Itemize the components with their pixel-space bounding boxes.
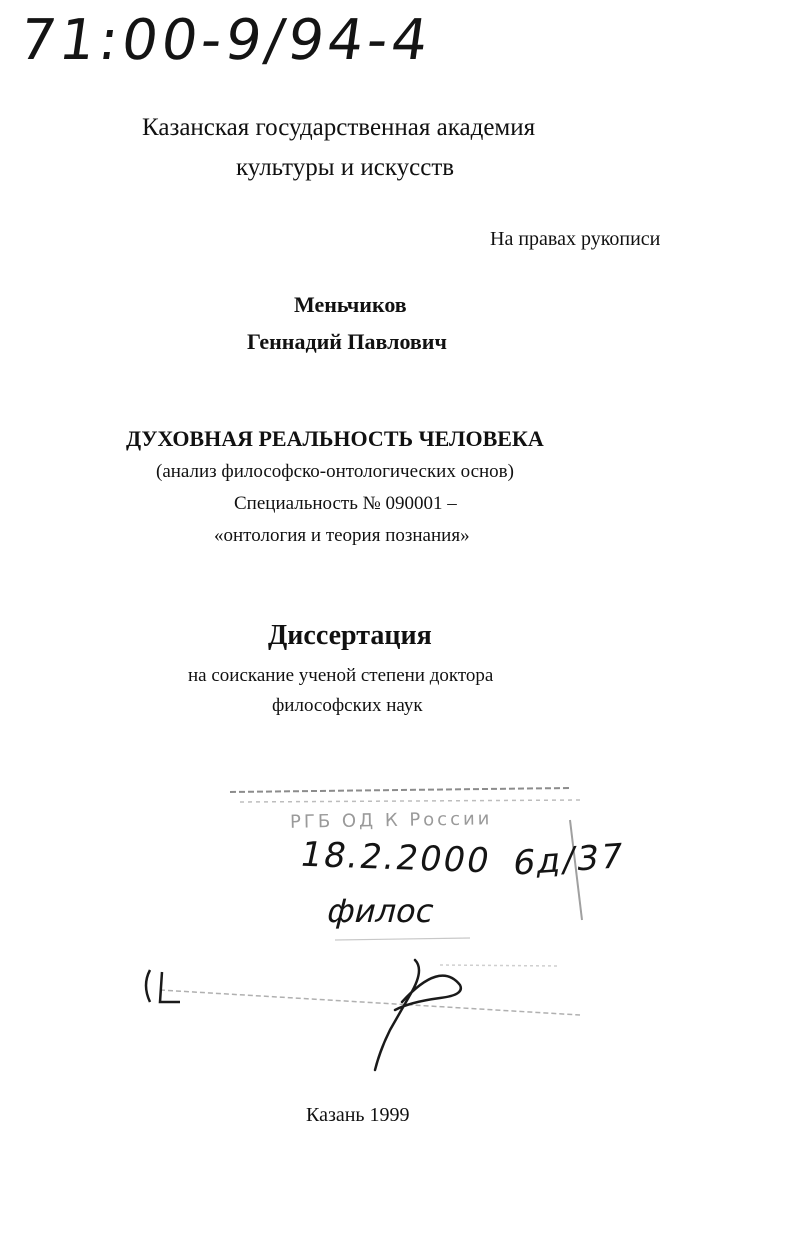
specialty-code: Специальность № 090001 – (234, 493, 457, 514)
stamp-second-line (240, 800, 580, 802)
department-handwritten: филос (323, 892, 439, 930)
place-and-year: Казань 1999 (306, 1104, 410, 1126)
stamp-left-bracket (146, 970, 150, 1002)
degree-line-1: на соискание ученой степени доктора (188, 665, 494, 686)
institution-line-1: Казанская государственная академия (142, 114, 536, 141)
thesis-title: ДУХОВНАЯ РЕАЛЬНОСТЬ ЧЕЛОВЕКА (126, 426, 544, 451)
stamp-faint-line (440, 965, 560, 966)
stamp-faint-text: РГБ ОД К России (289, 808, 493, 833)
author-surname: Меньчиков (294, 292, 407, 317)
thesis-subtitle: (анализ философско-онтологических основ) (156, 461, 514, 482)
specialty-name: «онтология и теория познания» (214, 525, 470, 546)
degree-line-2: философских наук (272, 695, 423, 716)
registration-number-handwritten: 6д/37 (510, 836, 628, 884)
rights-note: На правах рукописи (490, 228, 661, 250)
shelfmark-handwritten: 71:00-9/94-4 (15, 8, 436, 73)
stamp-left-mark (160, 972, 180, 1002)
stamp-bottom-line (160, 990, 580, 1015)
library-stamp (140, 780, 628, 1080)
stamp-dept-underline (335, 938, 470, 940)
signature-scribble (375, 960, 461, 1070)
document-type: Диссертация (268, 620, 432, 651)
stamp-top-line (230, 788, 570, 792)
institution-line-2: культуры и искусств (236, 154, 455, 181)
author-given-names: Геннадий Павлович (247, 329, 447, 354)
registration-date-handwritten: 18.2.2000 (296, 834, 495, 882)
